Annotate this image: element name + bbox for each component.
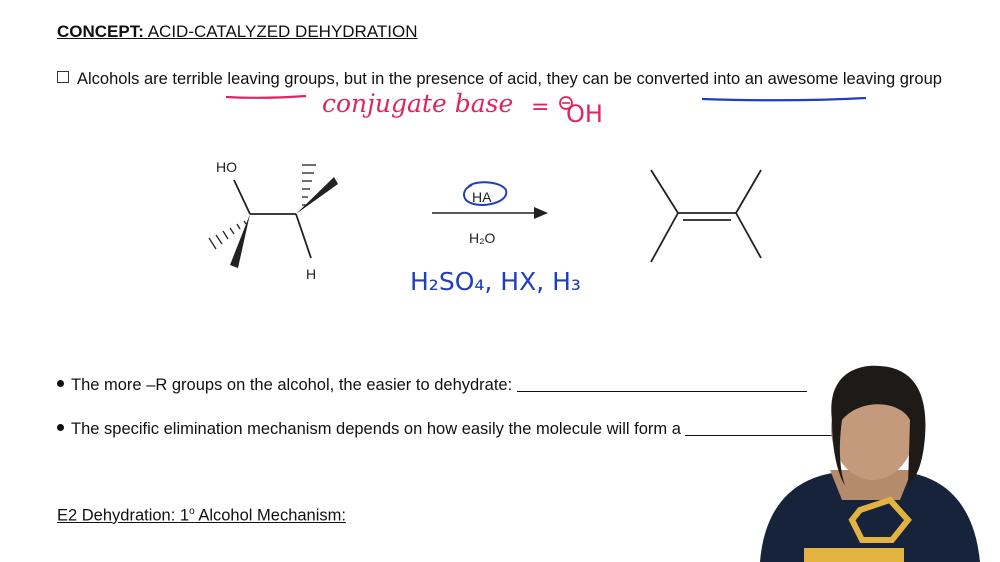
hydroxyl-label: HO [216, 159, 237, 175]
solid-wedge [296, 177, 338, 214]
bullet-text: Alcohols are terrible leaving groups, but in the presence of acid, they can be converted into an awesome leaving group [77, 70, 942, 88]
bullet-text: The specific elimination mechanism depends on how easily the molecule will form a [71, 420, 681, 438]
concept-title-text: ACID-CATALYZED DEHYDRATION [147, 22, 418, 41]
solvent-label: H₂O [469, 230, 496, 246]
red-underline [226, 96, 306, 98]
solid-wedge [230, 214, 250, 268]
bullet-text: The more –R groups on the alcohol, the easier to dehydrate: [71, 376, 513, 394]
section-title: E2 Dehydration: 1$^o$ Alcohol Mechanism: [57, 506, 346, 525]
hydrogen-label: H [306, 266, 317, 282]
reagent-label: HA [472, 189, 492, 205]
reaction-arrow [432, 207, 548, 219]
handwritten-acids: H₂SO₄, HX, H₃ [410, 267, 581, 296]
handwritten-hydroxide: OH [566, 100, 603, 128]
presenter-video [760, 366, 980, 562]
handwritten-equals: = [531, 95, 550, 120]
reactant-molecule [209, 165, 316, 258]
product-alkene [651, 170, 761, 262]
handwritten-conjugate-base: conjugate base [322, 89, 514, 118]
blue-underline [702, 98, 866, 100]
concept-label: CONCEPT: [57, 22, 144, 41]
